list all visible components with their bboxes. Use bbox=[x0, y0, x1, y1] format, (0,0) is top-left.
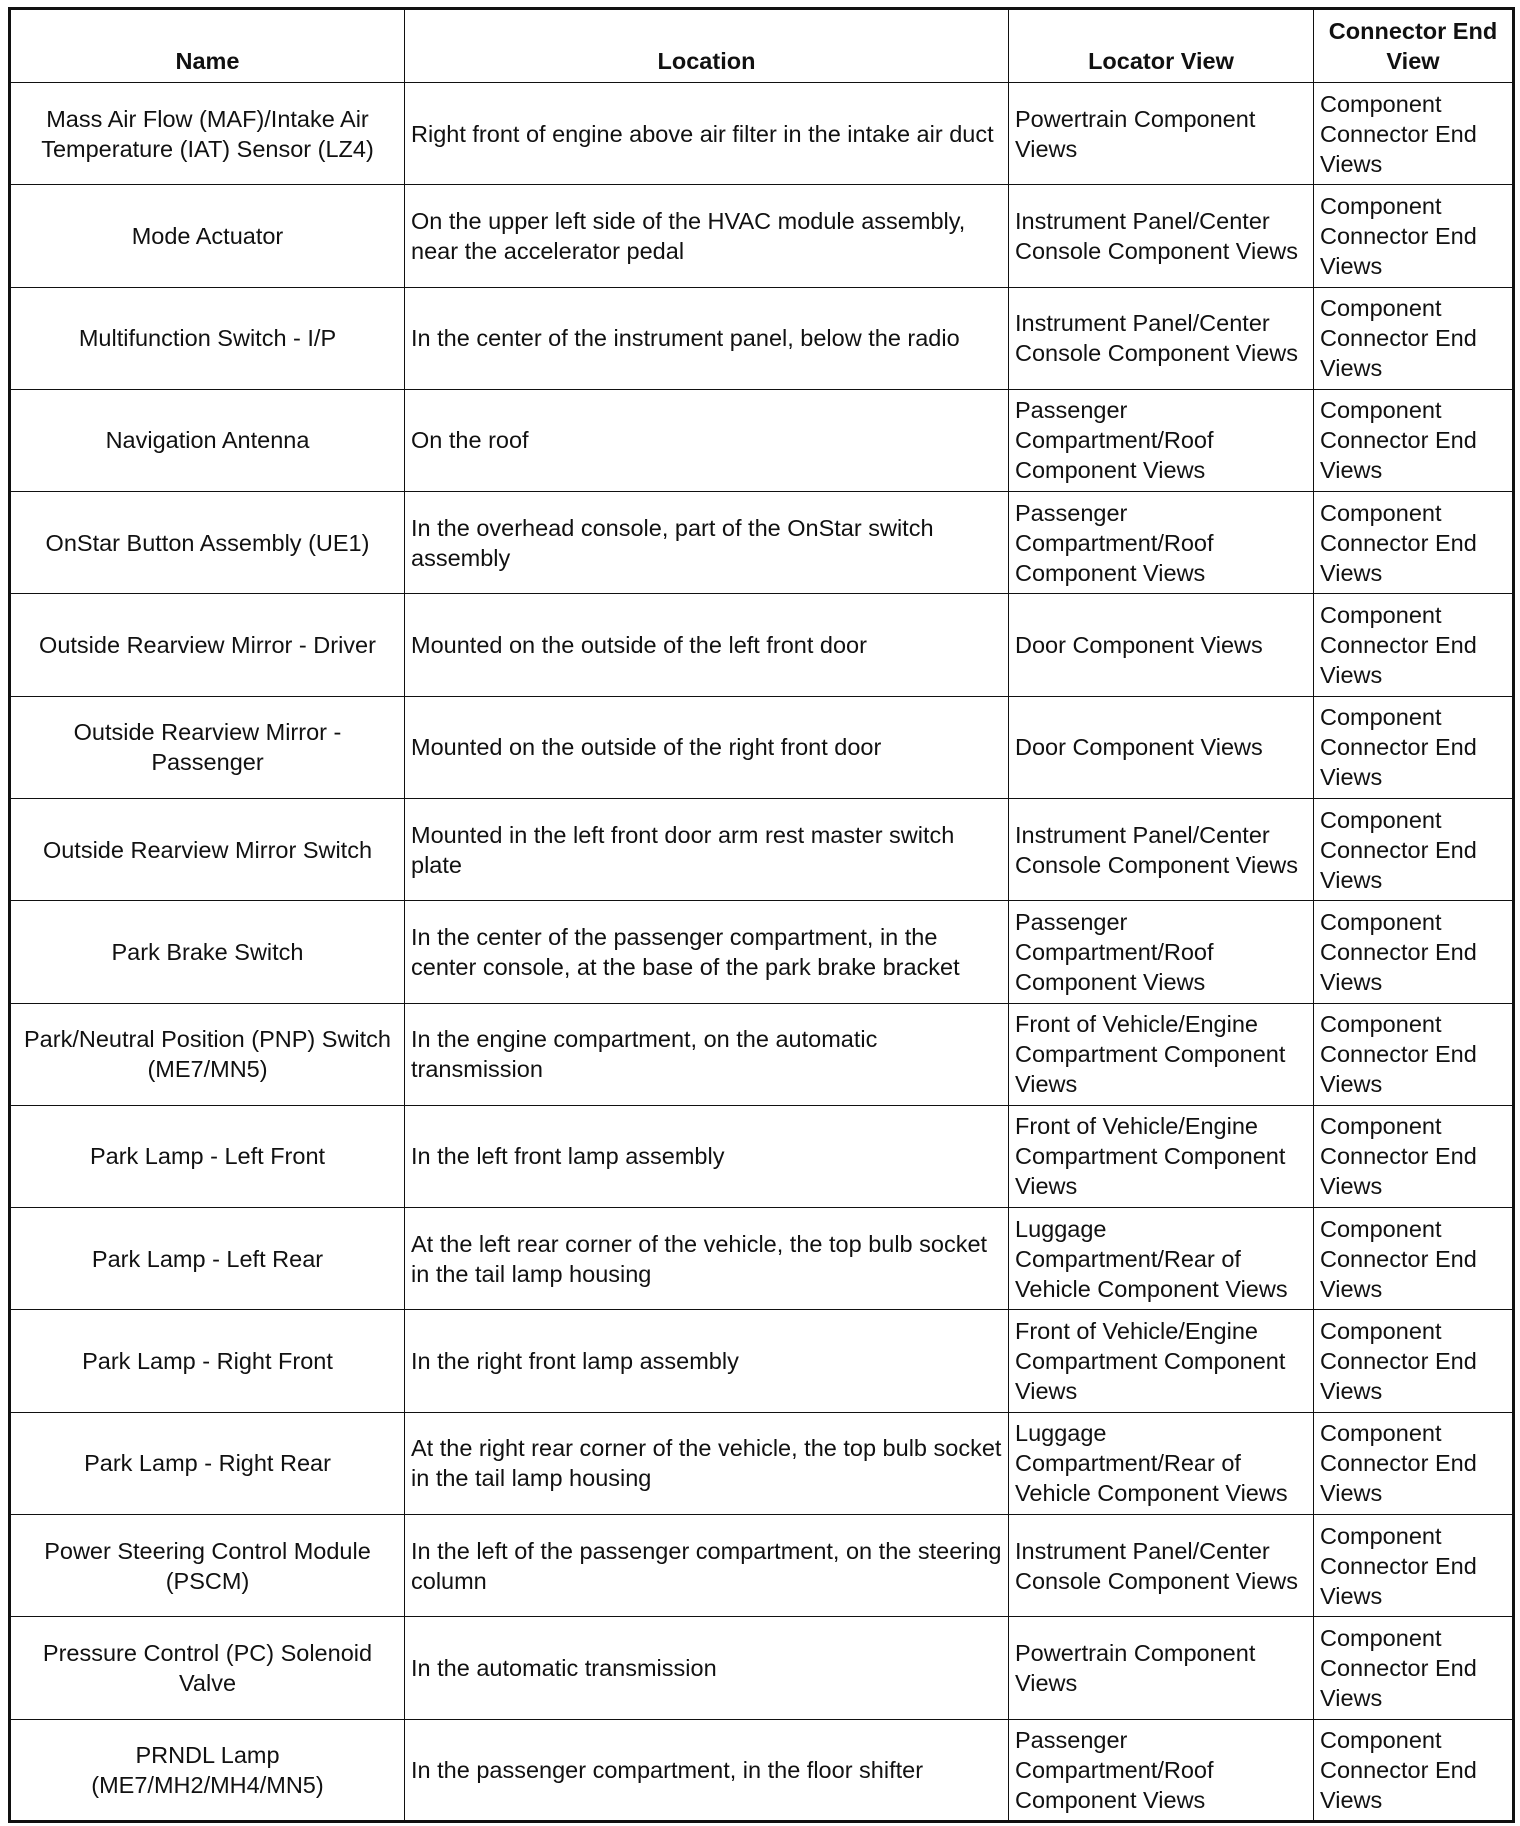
table-row bbox=[10, 287, 1514, 389]
table-row bbox=[10, 1412, 1514, 1514]
component-locator-table bbox=[8, 7, 1515, 1823]
cell-locator-view: Front of Vehicle/Engine Compartment Component Views bbox=[1009, 1003, 1314, 1105]
table-row bbox=[10, 1310, 1514, 1412]
table-row bbox=[10, 901, 1514, 1003]
cell-locator-view: Front of Vehicle/Engine Compartment Component Views bbox=[1009, 1310, 1314, 1412]
cell-connector-end-view: Component Connector End Views bbox=[1314, 1719, 1514, 1822]
header-location: Location bbox=[405, 9, 1009, 83]
cell-connector-end-view: Component Connector End Views bbox=[1314, 901, 1514, 1003]
table-row bbox=[10, 185, 1514, 287]
cell-location: In the left of the passenger compartment, on the steering column bbox=[405, 1514, 1009, 1616]
table-row bbox=[10, 1105, 1514, 1207]
cell-location: On the upper left side of the HVAC module assembly, near the accelerator pedal bbox=[405, 185, 1009, 287]
cell-connector-end-view: Component Connector End Views bbox=[1314, 389, 1514, 491]
cell-name: PRNDL Lamp (ME7/MH2/MH4/MN5) bbox=[10, 1719, 405, 1822]
header-locator-view: Locator View bbox=[1009, 9, 1314, 83]
cell-locator-view: Powertrain Component Views bbox=[1009, 83, 1314, 185]
table-row bbox=[10, 1719, 1514, 1822]
cell-connector-end-view: Component Connector End Views bbox=[1314, 1208, 1514, 1310]
cell-name: Power Steering Control Module (PSCM) bbox=[10, 1514, 405, 1616]
table-row bbox=[10, 1208, 1514, 1310]
cell-name: Park Lamp - Left Rear bbox=[10, 1208, 405, 1310]
cell-locator-view: Instrument Panel/Center Console Component Views bbox=[1009, 287, 1314, 389]
table-row bbox=[10, 696, 1514, 798]
cell-connector-end-view: Component Connector End Views bbox=[1314, 492, 1514, 594]
cell-locator-view: Powertrain Component Views bbox=[1009, 1617, 1314, 1719]
cell-location: On the roof bbox=[405, 389, 1009, 491]
cell-name: Outside Rearview Mirror Switch bbox=[10, 798, 405, 900]
table-row bbox=[10, 1003, 1514, 1105]
cell-connector-end-view: Component Connector End Views bbox=[1314, 1003, 1514, 1105]
cell-name: Mode Actuator bbox=[10, 185, 405, 287]
cell-connector-end-view: Component Connector End Views bbox=[1314, 1105, 1514, 1207]
cell-locator-view: Door Component Views bbox=[1009, 594, 1314, 696]
cell-locator-view: Passenger Compartment/Roof Component Views bbox=[1009, 492, 1314, 594]
cell-location: Right front of engine above air filter in the intake air duct bbox=[405, 83, 1009, 185]
table-row bbox=[10, 594, 1514, 696]
table-header bbox=[10, 9, 1514, 83]
cell-connector-end-view: Component Connector End Views bbox=[1314, 185, 1514, 287]
cell-name: Park Lamp - Right Front bbox=[10, 1310, 405, 1412]
cell-location: Mounted on the outside of the right front door bbox=[405, 696, 1009, 798]
table-row bbox=[10, 1617, 1514, 1719]
table-row bbox=[10, 798, 1514, 900]
cell-location: In the center of the instrument panel, below the radio bbox=[405, 287, 1009, 389]
table-row bbox=[10, 492, 1514, 594]
cell-locator-view: Passenger Compartment/Roof Component Views bbox=[1009, 1719, 1314, 1822]
cell-connector-end-view: Component Connector End Views bbox=[1314, 1310, 1514, 1412]
cell-name: Mass Air Flow (MAF)/Intake Air Temperature (IAT) Sensor (LZ4) bbox=[10, 83, 405, 185]
cell-location: In the center of the passenger compartment, in the center console, at the base of the park brake bracket bbox=[405, 901, 1009, 1003]
cell-location: In the right front lamp assembly bbox=[405, 1310, 1009, 1412]
cell-name: Park Lamp - Left Front bbox=[10, 1105, 405, 1207]
cell-connector-end-view: Component Connector End Views bbox=[1314, 1617, 1514, 1719]
cell-connector-end-view: Component Connector End Views bbox=[1314, 83, 1514, 185]
table-row bbox=[10, 83, 1514, 185]
cell-locator-view: Luggage Compartment/Rear of Vehicle Component Views bbox=[1009, 1412, 1314, 1514]
cell-connector-end-view: Component Connector End Views bbox=[1314, 287, 1514, 389]
cell-location: In the left front lamp assembly bbox=[405, 1105, 1009, 1207]
header-connector-end-view: Connector End View bbox=[1314, 9, 1514, 83]
cell-connector-end-view: Component Connector End Views bbox=[1314, 594, 1514, 696]
cell-locator-view: Passenger Compartment/Roof Component Views bbox=[1009, 389, 1314, 491]
cell-locator-view: Instrument Panel/Center Console Component Views bbox=[1009, 1514, 1314, 1616]
cell-name: Pressure Control (PC) Solenoid Valve bbox=[10, 1617, 405, 1719]
cell-location: In the overhead console, part of the OnStar switch assembly bbox=[405, 492, 1009, 594]
cell-locator-view: Front of Vehicle/Engine Compartment Component Views bbox=[1009, 1105, 1314, 1207]
cell-connector-end-view: Component Connector End Views bbox=[1314, 1412, 1514, 1514]
cell-location: At the right rear corner of the vehicle, the top bulb socket in the tail lamp housing bbox=[405, 1412, 1009, 1514]
cell-location: In the engine compartment, on the automatic transmission bbox=[405, 1003, 1009, 1105]
cell-connector-end-view: Component Connector End Views bbox=[1314, 1514, 1514, 1616]
cell-name: Multifunction Switch - I/P bbox=[10, 287, 405, 389]
cell-locator-view: Instrument Panel/Center Console Component Views bbox=[1009, 798, 1314, 900]
cell-name: Outside Rearview Mirror - Driver bbox=[10, 594, 405, 696]
cell-locator-view: Passenger Compartment/Roof Component Views bbox=[1009, 901, 1314, 1003]
cell-locator-view: Luggage Compartment/Rear of Vehicle Component Views bbox=[1009, 1208, 1314, 1310]
cell-name: Park/Neutral Position (PNP) Switch (ME7/MN5) bbox=[10, 1003, 405, 1105]
cell-location: Mounted in the left front door arm rest master switch plate bbox=[405, 798, 1009, 900]
cell-name: Outside Rearview Mirror - Passenger bbox=[10, 696, 405, 798]
cell-location: At the left rear corner of the vehicle, the top bulb socket in the tail lamp housing bbox=[405, 1208, 1009, 1310]
cell-name: Park Brake Switch bbox=[10, 901, 405, 1003]
header-row bbox=[10, 9, 1514, 83]
header-name: Name bbox=[10, 9, 405, 83]
cell-location: Mounted on the outside of the left front door bbox=[405, 594, 1009, 696]
cell-name: Park Lamp - Right Rear bbox=[10, 1412, 405, 1514]
cell-locator-view: Door Component Views bbox=[1009, 696, 1314, 798]
cell-locator-view: Instrument Panel/Center Console Component Views bbox=[1009, 185, 1314, 287]
table-row bbox=[10, 1514, 1514, 1616]
cell-name: Navigation Antenna bbox=[10, 389, 405, 491]
table-body bbox=[10, 83, 1514, 1822]
cell-connector-end-view: Component Connector End Views bbox=[1314, 798, 1514, 900]
cell-name: OnStar Button Assembly (UE1) bbox=[10, 492, 405, 594]
cell-connector-end-view: Component Connector End Views bbox=[1314, 696, 1514, 798]
cell-location: In the passenger compartment, in the floor shifter bbox=[405, 1719, 1009, 1822]
cell-location: In the automatic transmission bbox=[405, 1617, 1009, 1719]
table-row bbox=[10, 389, 1514, 491]
